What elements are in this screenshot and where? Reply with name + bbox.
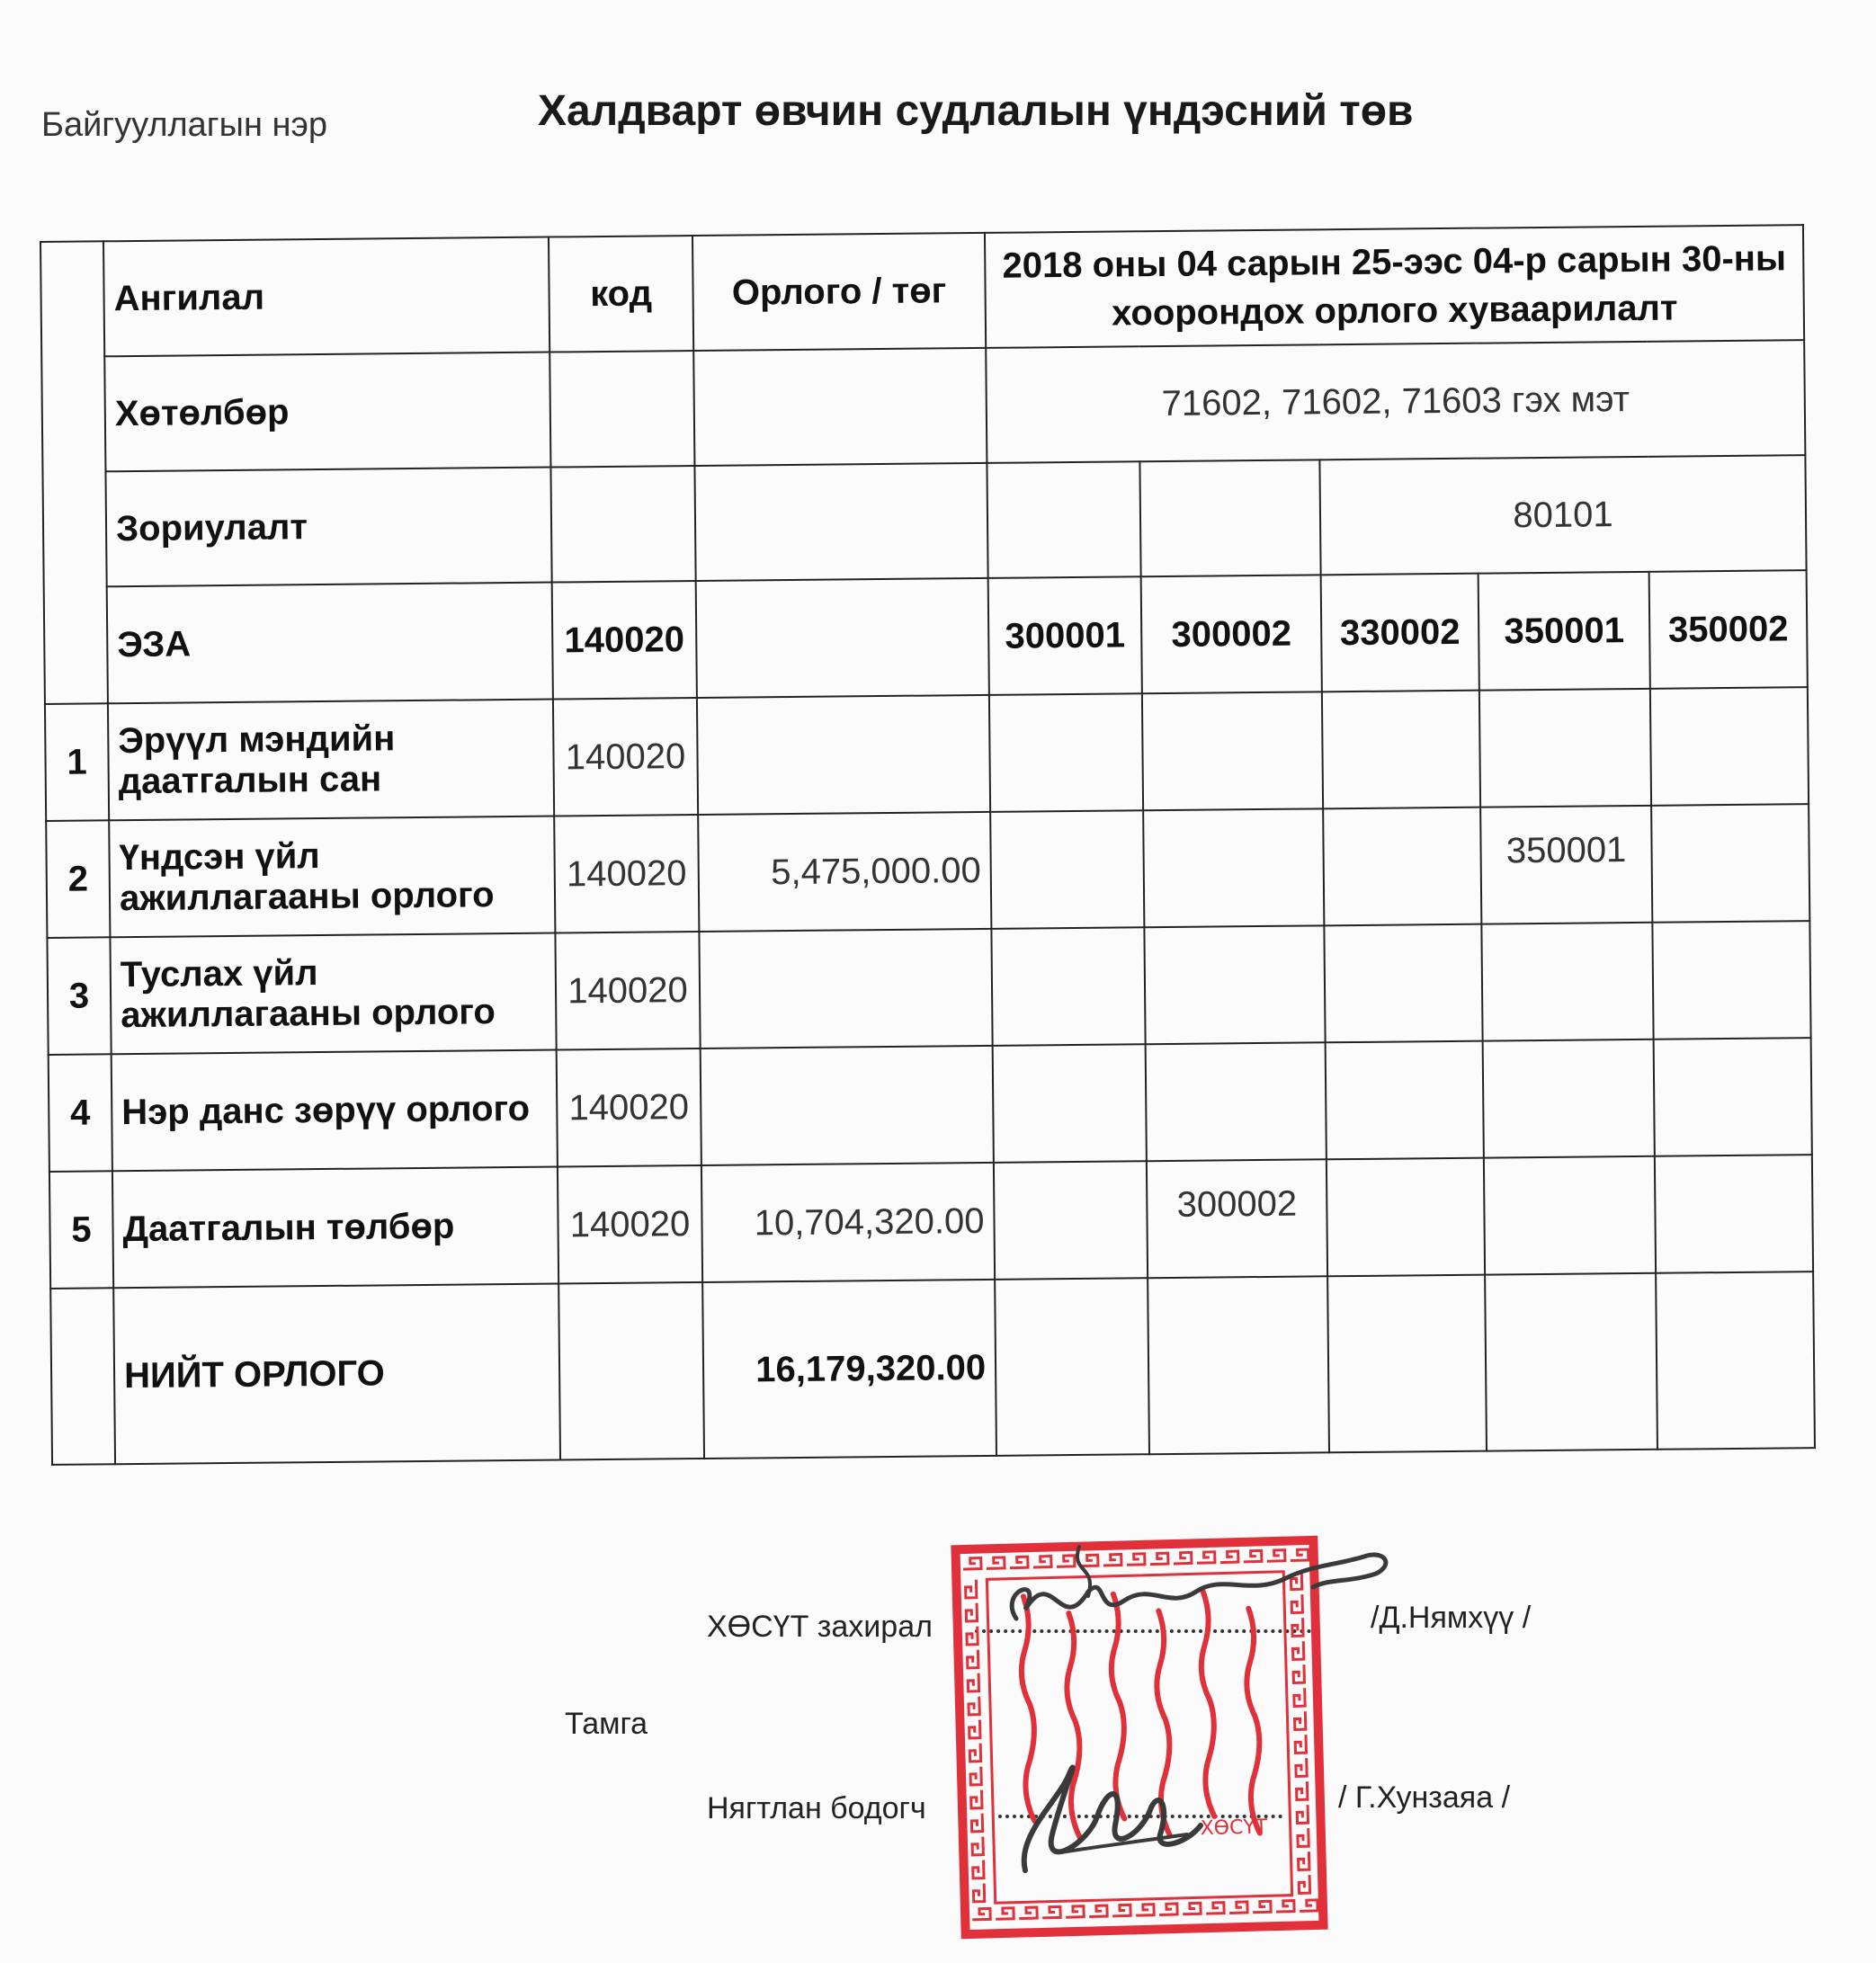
row-cell-350002 [1650, 687, 1809, 806]
row-cell-350001 [1481, 923, 1653, 1041]
eza-row [44, 570, 1808, 704]
row-income [699, 929, 992, 1048]
code-header: код [549, 236, 693, 352]
row-name: Даатгалын төлбөр [112, 1167, 558, 1289]
row-cell-350002 [1655, 1155, 1813, 1273]
program-value: 71602, 71602, 71603 гэх мэт [986, 340, 1805, 463]
row-cell-330002 [1322, 691, 1480, 809]
eza-label: ЭЗА [107, 583, 553, 704]
row-cell-350001 [1484, 1156, 1656, 1275]
row-code: 140020 [558, 1165, 702, 1284]
row-number: 1 [45, 703, 109, 821]
row-cell-330002 [1324, 924, 1482, 1043]
category-header: Ангилал [103, 237, 549, 357]
row-income: 5,475,000.00 [698, 812, 991, 932]
eza-code-350002: 350002 [1649, 570, 1808, 689]
table-row [46, 804, 1809, 938]
row-cell-300001 [990, 810, 1144, 929]
row-cell-300001 [994, 1161, 1148, 1280]
eza-code: 140020 [552, 581, 697, 700]
row-income [697, 695, 990, 815]
row-code: 140020 [553, 698, 698, 816]
eza-code-300002: 300002 [1141, 575, 1322, 693]
total-label: НИЙТ ОРЛОГО [113, 1284, 560, 1465]
eza-code-350001: 350001 [1478, 572, 1650, 691]
row-number: 2 [46, 820, 110, 938]
purpose-row [42, 455, 1806, 587]
row-cell-300002 [1144, 925, 1325, 1044]
row-cell-330002 [1323, 808, 1481, 926]
table-row [49, 1155, 1813, 1289]
row-cell-300001 [993, 1044, 1147, 1163]
program-label: Хөтөлбөр [104, 352, 550, 472]
purpose-value: 80101 [1319, 455, 1806, 575]
row-number-header [40, 241, 108, 704]
row-number: 5 [49, 1171, 113, 1289]
table-row [49, 1038, 1812, 1172]
row-cell-350002 [1654, 1038, 1812, 1156]
row-cell-300001 [991, 927, 1145, 1046]
accountant-signature [1007, 1744, 1223, 1897]
row-cell-300002: 300002 [1147, 1159, 1327, 1278]
row-cell-300002 [1146, 1042, 1327, 1161]
row-cell-330002 [1327, 1158, 1485, 1277]
organization-name: Халдварт өвчин судлалын үндэсний төв [538, 87, 1414, 135]
stamp-text: ХӨСҮТ [1200, 1816, 1268, 1841]
director-signature [989, 1511, 1421, 1655]
row-cell-330002 [1326, 1041, 1484, 1160]
total-row [50, 1271, 1815, 1465]
eza-code-300001: 300001 [988, 576, 1142, 695]
director-label: ХӨСҮТ захирал [707, 1610, 933, 1644]
program-row [41, 340, 1805, 472]
table-row [45, 687, 1809, 821]
accountant-name: / Г.Хунзаяа / [1338, 1780, 1511, 1815]
row-name: Туслах үйл ажиллагааны орлого [110, 933, 556, 1055]
row-cell-300002 [1143, 808, 1324, 927]
period-header: 2018 оны 04 сарын 25-ээс 04-р сарын 30-ны хоорондох орлого хуваарилалт [985, 225, 1804, 348]
row-income [701, 1046, 994, 1165]
purpose-label: Зориулалт [105, 468, 551, 587]
row-cell-300001 [989, 693, 1143, 812]
stamp-label: Тамга [565, 1707, 648, 1741]
row-code: 140020 [557, 1048, 701, 1167]
row-code: 140020 [555, 932, 700, 1050]
row-name: Нэр данс зөрүү орлого [112, 1050, 558, 1172]
income-distribution-table [40, 224, 1816, 1466]
accountant-label: Нягтлан бодогч [707, 1791, 926, 1825]
organization-label: Байгууллагын нэр [41, 106, 328, 144]
row-number: 3 [47, 937, 111, 1055]
header-row [40, 225, 1804, 357]
row-cell-350001 [1483, 1039, 1655, 1158]
total-value: 16,179,320.00 [702, 1280, 996, 1459]
row-cell-350002 [1651, 804, 1809, 923]
table-row [47, 921, 1810, 1055]
row-number: 4 [49, 1054, 112, 1172]
row-cell-350002 [1652, 921, 1810, 1039]
income-header: Орлого / төг [692, 233, 986, 351]
director-name: /Д.Нямхүү / [1371, 1601, 1532, 1635]
row-income: 10,704,320.00 [701, 1163, 995, 1282]
row-name: Эрүүл мэндийн даатгалын сан [108, 700, 554, 821]
row-cell-350001 [1479, 689, 1651, 808]
row-cell-300002 [1142, 692, 1323, 810]
row-name: Үндсэн үйл ажиллагааны орлого [109, 816, 555, 938]
eza-code-330002: 330002 [1321, 574, 1479, 692]
row-cell-350001: 350001 [1480, 806, 1652, 924]
row-code: 140020 [554, 815, 699, 933]
